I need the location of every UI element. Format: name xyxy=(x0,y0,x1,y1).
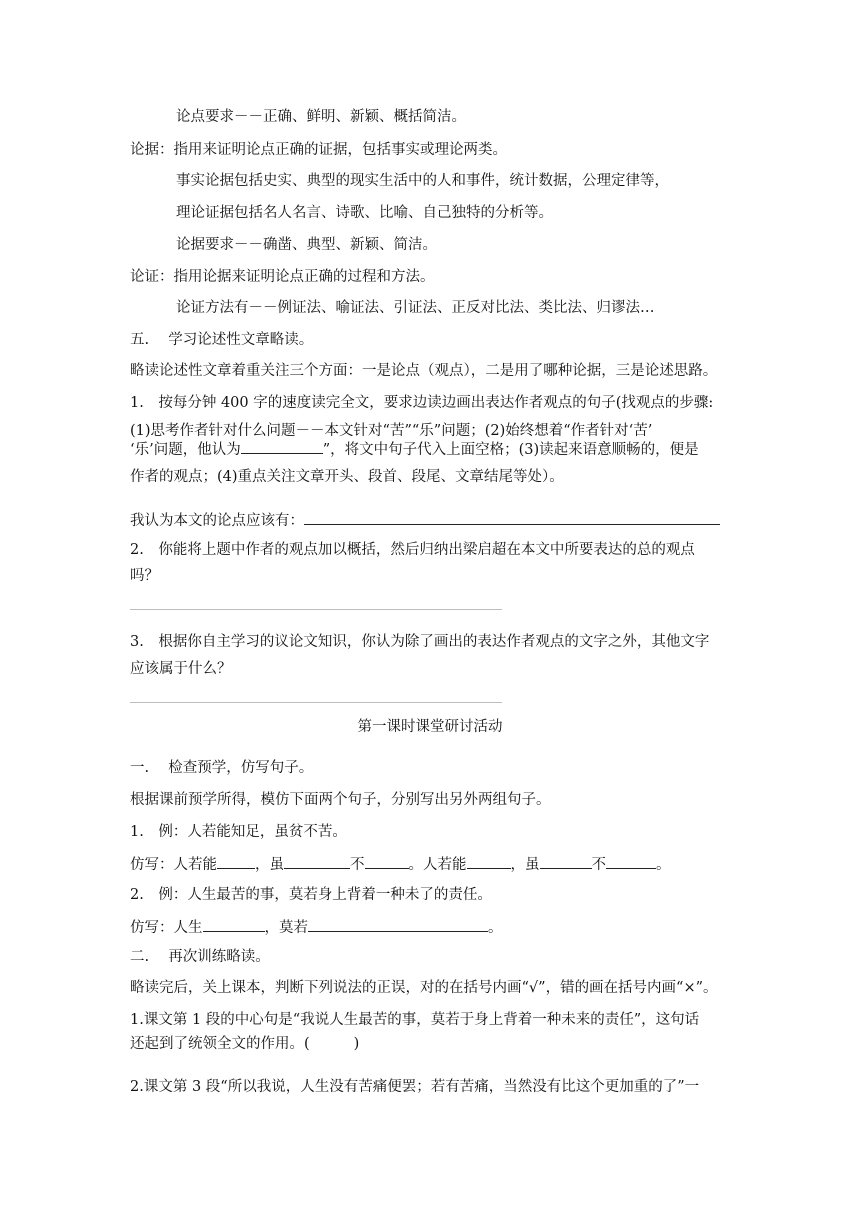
text-segment: 。人若能 xyxy=(408,857,467,873)
answer-blank[interactable] xyxy=(308,917,488,932)
answer-line[interactable] xyxy=(130,609,502,610)
text-line: 作者的观点；(4)重点关注文章开头、段首、段尾、文章结尾等处）。 xyxy=(130,469,564,485)
answer-blank[interactable] xyxy=(217,854,255,869)
answer-line[interactable] xyxy=(130,702,502,703)
text-segment: 不 xyxy=(350,857,365,873)
text-segment: ”，将文中句子代入上面空格；(3)读起来语意顺畅的，便是 xyxy=(322,442,699,458)
question-1: 1. 按每分钟 400 字的速度读完全文，要求边读边画出表达作者观点的句子(找观点的步骤: xyxy=(130,395,714,411)
text-line: 应该属于什么？ xyxy=(130,661,232,677)
text-line: 根据课前预学所得，模仿下面两个句子，分别写出另外两组句子。 xyxy=(130,792,551,808)
section-heading: 一. 检查预学，仿写句子。 xyxy=(130,760,314,776)
text-segment: 还起到了统领全文的作用。( xyxy=(130,1036,310,1052)
text-line: 论证：指用论据来证明论点正确的过程和方法。 xyxy=(130,269,435,285)
text-line: 论证方法有－－例证法、喻证法、引证法、正反对比法、类比法、归谬法… xyxy=(176,300,655,316)
statement-2: 2.课文第 3 段“所以我说，人生没有苦痛便罢；若有苦痛，当然没有比这个更加重的了”一 xyxy=(130,1079,700,1095)
text-line: 论点要求－－正确、鲜明、新颖、概括简洁。 xyxy=(176,109,466,125)
text-line: 吗？ xyxy=(130,568,159,584)
answer-blank[interactable] xyxy=(241,439,323,454)
section-title: 第一课时课堂研讨活动 xyxy=(357,719,503,735)
question-2: 2. 你能将上题中作者的观点加以概括，然后归纳出梁启超在本文中所要表达的总的观点 xyxy=(130,542,695,558)
answer-blank[interactable] xyxy=(203,917,265,932)
imitation-row xyxy=(130,917,503,938)
text-segment: ，虽 xyxy=(255,857,284,873)
question-3: 3. 根据你自主学习的议论文知识，你认为除了画出的表达作者观点的文字之外，其他文字 xyxy=(130,634,710,650)
text-segment: ，莫若 xyxy=(264,920,308,936)
text-line: 理论证据包括名人名言、诗歌、比喻、自己独特的分析等。 xyxy=(176,205,553,221)
answer-blank[interactable] xyxy=(606,854,656,869)
text-line: 论据要求－－确凿、典型、新颖、简洁。 xyxy=(176,237,437,253)
text-line: 略读完后，关上课本，判断下列说法的正误，对的在括号内画“√”，错的画在括号内画“×”。 xyxy=(130,980,718,996)
text-line: 略读论述性文章着重关注三个方面：一是论点（观点），二是用了哪种论据，三是论述思路。 xyxy=(130,363,718,379)
prompt-label: 我认为本文的论点应该有： xyxy=(130,513,304,529)
section-heading: 五. 学习论述性文章略读。 xyxy=(130,332,314,348)
text-segment: 仿写：人生 xyxy=(130,920,203,936)
text-line xyxy=(130,1034,359,1054)
text-segment: ，虽 xyxy=(510,857,540,873)
text-line: 论据：指用来证明论点正确的证据，包括事实或理论两类。 xyxy=(130,142,507,158)
text-segment: 。 xyxy=(488,920,503,936)
example-2: 2. 例：人生最苦的事，莫若身上背着一种未了的责任。 xyxy=(130,887,492,903)
text-line: (1)思考作者针对什么问题－－本文针对“苦”“乐”问题；(2)始终想着“作者针对‘苦’ xyxy=(130,423,653,439)
text-segment: ) xyxy=(353,1036,360,1052)
text-segment: 仿写：人若能 xyxy=(130,857,217,873)
statement-1: 1.课文第 1 段的中心句是“我说人生最苦的事，莫若于身上背着一种未来的责任”，这句话 xyxy=(130,1012,700,1028)
answer-blank[interactable] xyxy=(284,854,350,869)
text-segment: ‘乐’问题，他认为 xyxy=(130,442,241,458)
text-segment: 。 xyxy=(656,857,671,873)
answer-blank[interactable] xyxy=(304,510,720,525)
text-segment: 不 xyxy=(591,857,606,873)
answer-blank[interactable] xyxy=(540,854,592,869)
imitation-row xyxy=(130,854,671,875)
answer-blank[interactable] xyxy=(365,854,409,869)
section-heading: 二. 再次训练略读。 xyxy=(130,949,270,965)
example-1: 1. 例：人若能知足，虽贫不苦。 xyxy=(130,824,347,840)
answer-line-row xyxy=(130,510,720,531)
text-line: 事实论据包括史实、典型的现实生活中的人和事件，统计数据，公理定律等， xyxy=(176,173,669,189)
text-line xyxy=(130,439,699,460)
answer-blank[interactable] xyxy=(467,854,511,869)
